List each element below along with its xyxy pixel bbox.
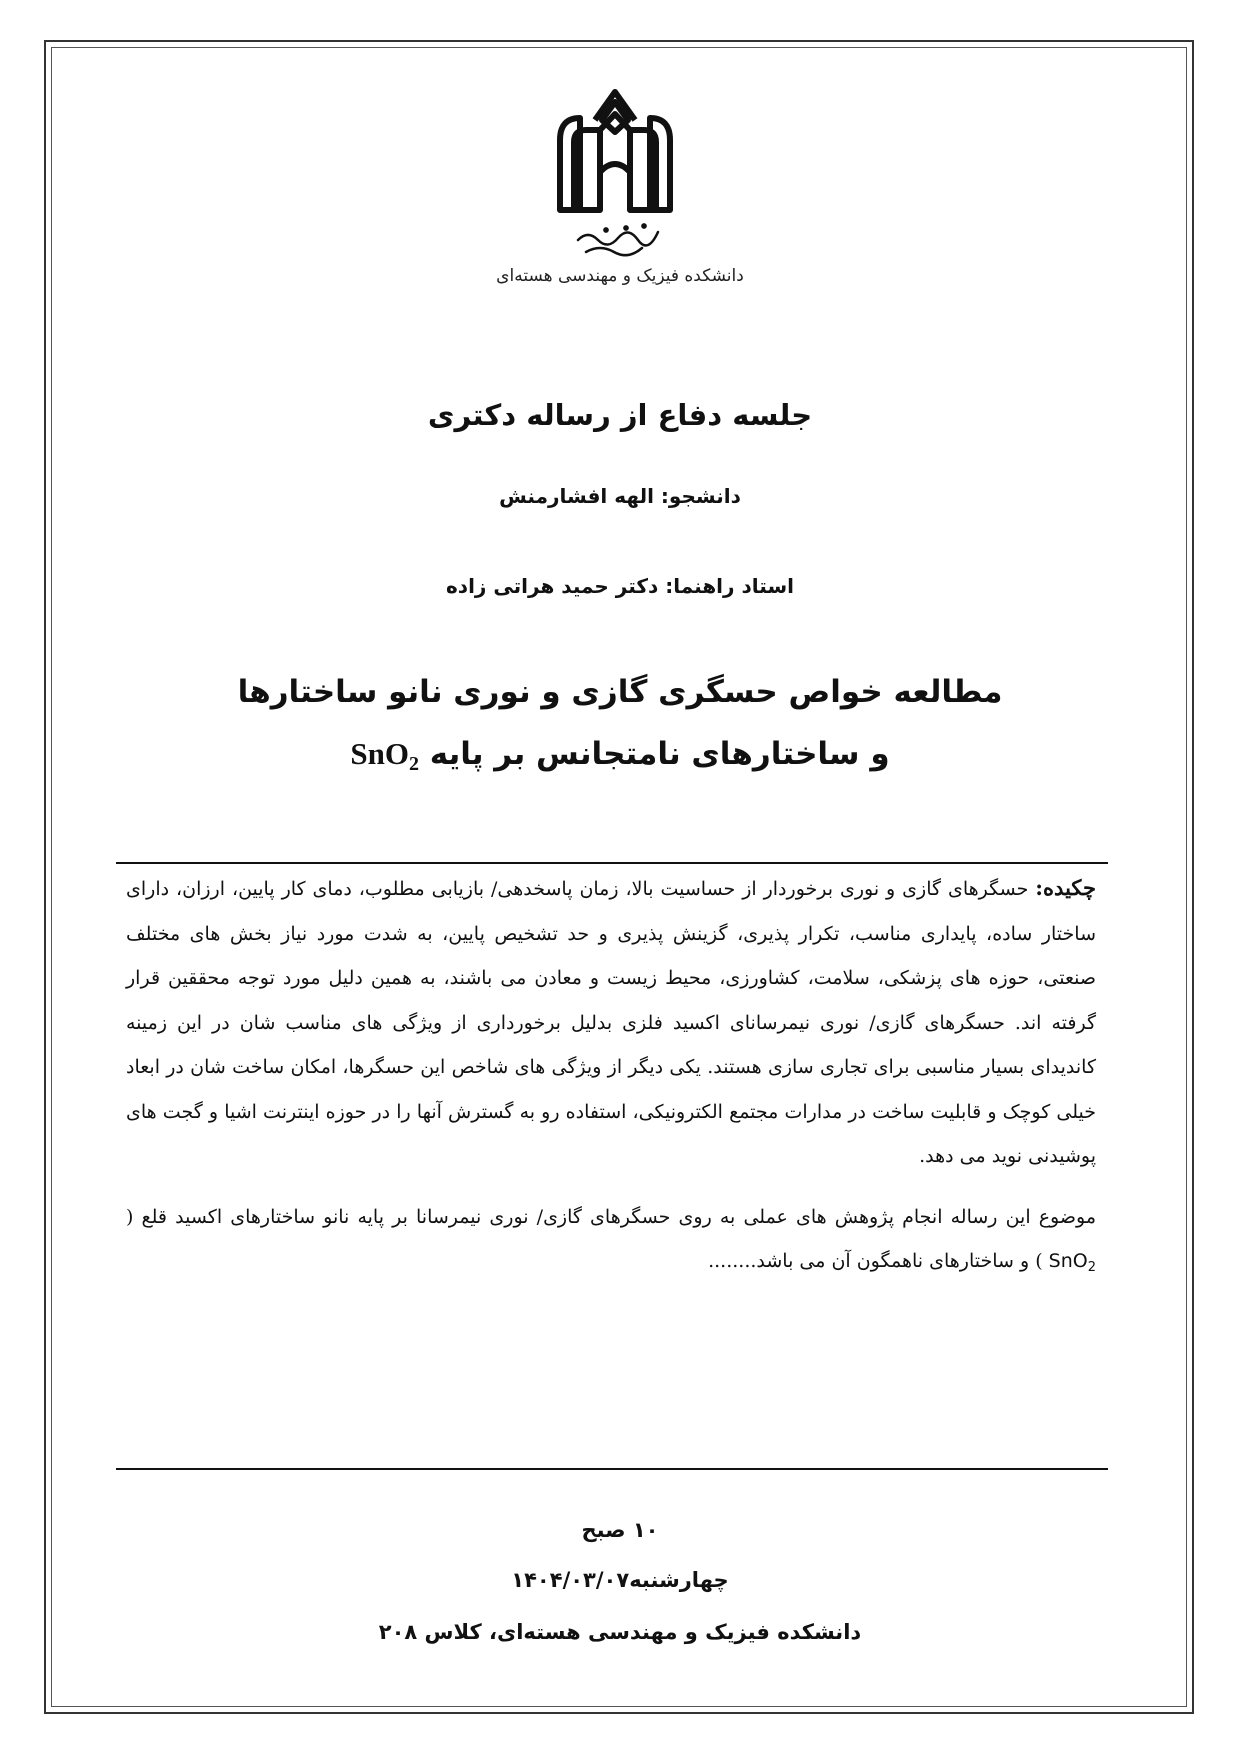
abstract-paragraph-2 [126, 1195, 1096, 1291]
abstract-paragraph-2-before: موضوع این رساله انجام پژوهش های عملی به روی حسگرهای گازی/ نوری نیمرسانا بر پایه نانو ساختارهای اکسید قلع ( [126, 1205, 1096, 1228]
thesis-formula [350, 736, 419, 775]
supervisor-name: استاد راهنما: دکتر حمید هراتی زاده [446, 574, 794, 598]
session-date: چهارشنبه۱۴۰۴/۰۳/۰۷ [511, 1568, 729, 1592]
session-time: ۱۰ صبح [581, 1518, 659, 1542]
thesis-formula-subscript: 2 [409, 753, 419, 775]
abstract-formula [1048, 1250, 1096, 1275]
thesis-title-line2 [0, 723, 1240, 795]
abstract-formula-main: SnO [1048, 1250, 1088, 1272]
session-place: دانشکده فیزیک و مهندسی هسته‌ای، کلاس ۲۰۸ [378, 1620, 862, 1644]
logo-script-text: دانشگاه صنعتی شاهرود [540, 80, 550, 81]
thesis-title-line2-text: و ساختارهای نامتجانس بر پایه [419, 736, 890, 772]
student-name: دانشجو: الهه افشارمنش [499, 484, 741, 508]
faculty-name-header: دانشکده فیزیک و مهندسی هسته‌ای [496, 266, 744, 286]
abstract-paragraph-1 [126, 866, 1096, 1179]
abstract-formula-subscript: 2 [1087, 1260, 1096, 1275]
thesis-title-line1: مطالعه خواص حسگری گازی و نوری نانو ساختارها [237, 674, 1003, 710]
thesis-title [0, 662, 1240, 795]
thesis-formula-main: SnO [350, 736, 409, 771]
abstract-paragraph-2-after: ) و ساختارهای ناهمگون آن می باشد........ [708, 1250, 1049, 1272]
defense-session-title: جلسه دفاع از رساله دکتری [427, 398, 813, 432]
abstract-label: چکیده: [1035, 875, 1096, 900]
university-logo [540, 80, 690, 270]
abstract-paragraph-1-text: حسگرهای گازی و نوری برخوردار از حساسیت بالا، زمان پاسخدهی/ بازیابی مطلوب، دمای کار پایین، ارزان، دارای ساختار ساده، پایداری مناسب، تکرار پذیری، گزینش پذیری و حد تشخیص پایین، به شدت مورد نیاز بخش های مختلف صنعتی، حوزه های پزشکی، سلامت، کشاورزی، محیط زیست و معادن می باشند، به همین دلیل مورد توجه محققین قرار گرفته اند. حسگرهای گازی/ نوری نیمرسانای اکسید فلزی بدلیل برخورداری از ویژگی های مناسب شان در این زمینه کاندیدای بسیار مناسبی برای تجاری سازی هستند. یکی دیگر از ویژگی های شاخص این حسگرها، امکان ساخت شان در ابعاد خیلی کوچک و قابلیت ساخت در مدارات مجتمع الکترونیکی، استفاده رو به گسترش آنها را در حوزه اینترنت اشیا و گجت های پوشیدنی نوید می دهد. [126, 878, 1096, 1167]
abstract-bottom-rule [116, 1468, 1108, 1470]
abstract-section [126, 866, 1096, 1291]
abstract-top-rule [116, 862, 1108, 864]
